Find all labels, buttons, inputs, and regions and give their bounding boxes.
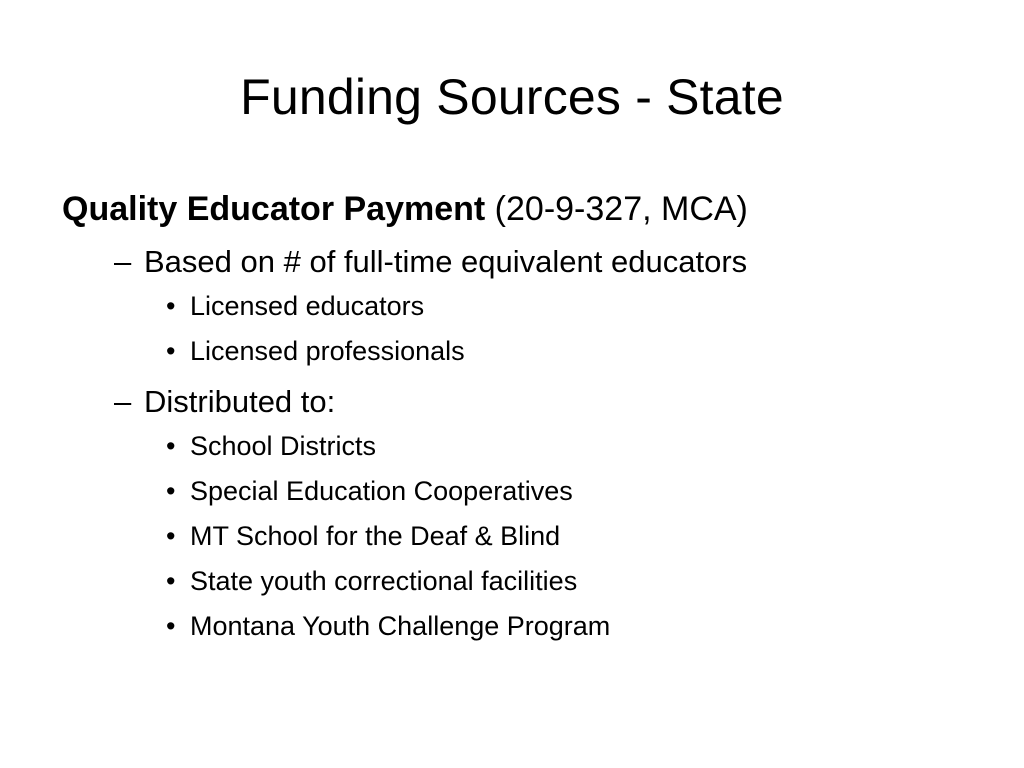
bullet-text: MT School for the Deaf & Blind	[190, 521, 561, 551]
heading-citation: (20-9-327, MCA)	[485, 190, 748, 228]
dash-icon: –	[114, 384, 132, 419]
bullet-item	[166, 469, 982, 514]
bullet-item	[166, 559, 982, 604]
bullet-item	[166, 284, 982, 329]
section-text: Distributed to:	[144, 384, 336, 419]
bullet-item	[166, 329, 982, 374]
bullet-text: Licensed educators	[190, 291, 425, 321]
bullet-item	[166, 604, 982, 649]
slide-content	[62, 184, 982, 649]
section-text: Based on # of full-time equivalent educators	[144, 244, 748, 279]
bullet-text: State youth correctional facilities	[190, 566, 578, 596]
bullet-icon: •	[166, 431, 176, 461]
bullet-icon: •	[166, 291, 176, 321]
heading-bold: Quality Educator Payment	[62, 190, 486, 228]
bullet-text: Special Education Cooperatives	[190, 476, 573, 506]
dash-icon: –	[114, 244, 132, 279]
bullet-icon: •	[166, 521, 176, 551]
bullet-icon: •	[166, 566, 176, 596]
bullet-icon: •	[166, 611, 176, 641]
bullet-text: Licensed professionals	[190, 336, 465, 366]
section-item	[114, 240, 982, 284]
bullet-icon: •	[166, 336, 176, 366]
bullet-item	[166, 514, 982, 559]
bullet-item	[166, 424, 982, 469]
section-item	[114, 380, 982, 424]
heading-line	[62, 184, 982, 234]
slide-title: Funding Sources - State	[240, 69, 784, 125]
bullet-text: School Districts	[190, 431, 377, 461]
bullet-icon: •	[166, 476, 176, 506]
bullet-text: Montana Youth Challenge Program	[190, 611, 611, 641]
